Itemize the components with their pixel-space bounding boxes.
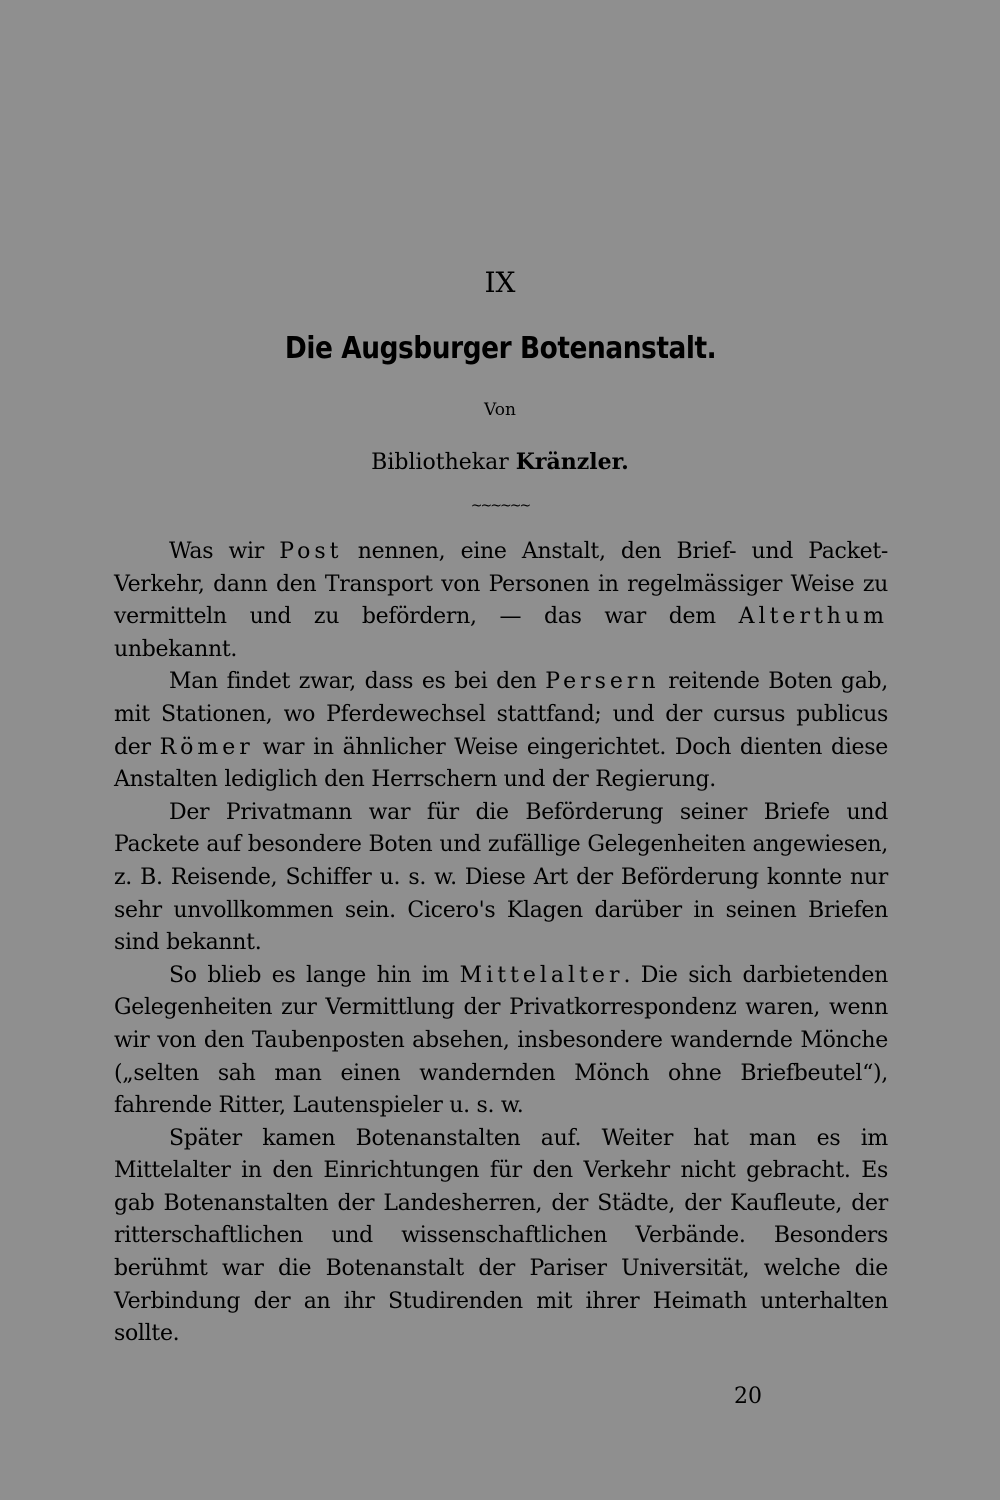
paragraph-2-text-b: reitende Boten gab, mit Stationen, wo Pferdewechsel stattfand; und der cursus publicus der	[114, 669, 888, 760]
paragraph-4-spaced-mittelalter: Mittelalter	[459, 962, 624, 988]
paragraph-1	[114, 536, 888, 666]
author-role: Bibliothekar	[371, 450, 509, 475]
paragraph-5: Später kamen Botenanstalten auf. Weiter hat man es im Mittelalter in den Einrichtungen für den Verkehr nicht gebracht. Es gab Botenanstalten der Landesherren, der Städte, der Kaufleute, der ritterschaftlichen und wissenschaftlichen Verbände. Besonders berühmt war die Botenanstalt der Pariser Universität, welche die Verbindung der an ihr Studirenden mit ihrer Heimath unterhalten sollte.	[114, 1125, 888, 1347]
paragraph-2-text-a: Man findet zwar, dass es bei den	[169, 669, 546, 695]
paragraph-3: Der Privatmann war für die Beförderung seiner Briefe und Packete auf besondere Boten und zufällige Gelegenheiten angewiesen, z. B. Reisende, Schiffer u. s. w. Diese Art der Beförderung konnte nur sehr unvollkommen sein. Cicero's Klagen darüber in seinen Briefen sind bekannt.	[114, 799, 888, 956]
author-name: Kränzler.	[515, 449, 629, 475]
paragraph-2-spaced-roemer: Römer	[159, 734, 254, 760]
paragraph-4-text-a: So blieb es lange hin im	[169, 962, 460, 988]
paragraph-2-text-c: war in ähnlicher Weise eingerichtet. Doch dienten diese Anstalten lediglich den Herrschern und der Regierung.	[114, 734, 888, 793]
paragraph-4	[114, 960, 888, 1123]
paragraph-1-text-a: Was wir	[169, 539, 280, 564]
paragraph-1-text-b: nennen, eine Anstalt, den Brief- und Packet-Verkehr, dann den Transport von Personen in regelmässiger Weise zu vermitteln und zu befördern, — das war dem	[114, 539, 889, 630]
article-body	[114, 536, 888, 1351]
paragraph-2	[114, 666, 888, 796]
paragraph-1-spaced-alterthum: Alterthum	[738, 604, 888, 630]
page-number: 20	[734, 1384, 762, 1409]
ornament-divider: ~~~~~~	[470, 498, 530, 514]
chapter-title: Die Augsburger Botenanstalt.	[284, 331, 717, 366]
paragraph-1-spaced-post: Post	[279, 539, 343, 564]
byline-author	[0, 448, 1000, 477]
paragraph-1-text-c: unbekannt.	[114, 636, 238, 662]
byline-von: Von	[484, 400, 516, 420]
paragraph-2-spaced-persern: Persern	[545, 669, 660, 695]
paragraph-4-text-b: . Die sich darbietenden Gelegenheiten zur Vermittlung der Privatkorrespondenz waren, wenn wir von den Taubenposten absehen, insbesondere wandernde Mönche („selten sah man einen wandernden Mönch ohne Briefbeutel“), fahrende Ritter, Lautenspieler u. s. w.	[114, 962, 888, 1119]
chapter-number: IX	[484, 266, 516, 299]
